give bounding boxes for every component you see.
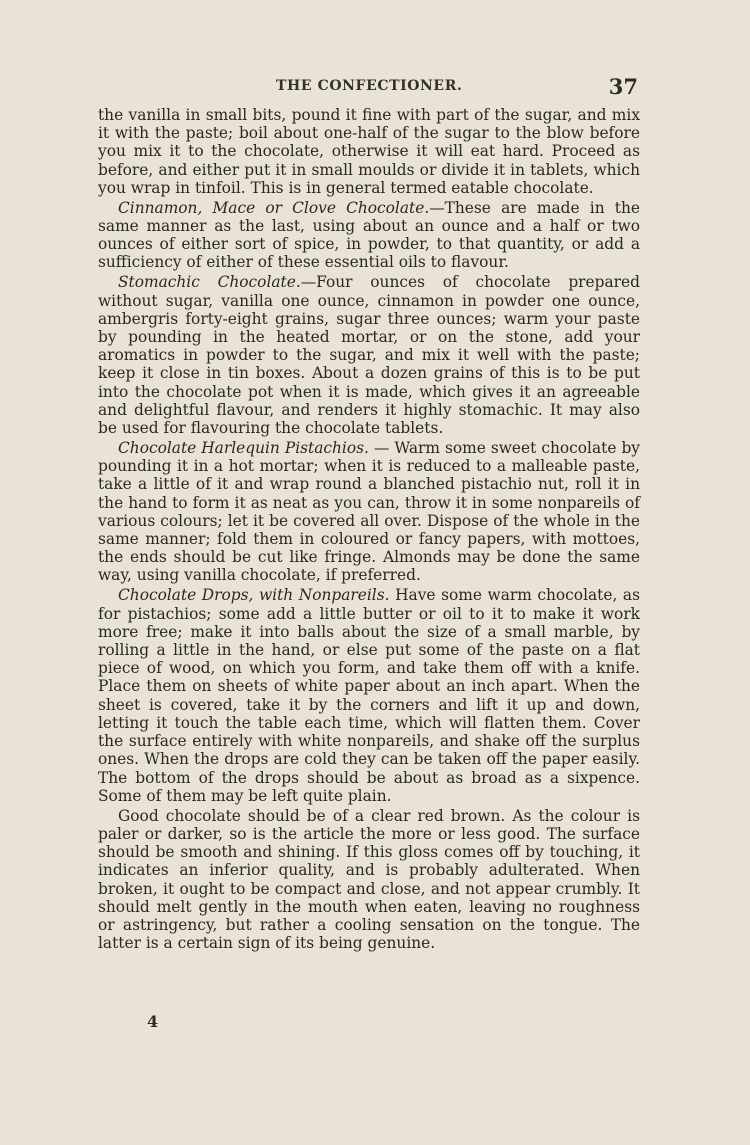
paragraph-text: Good chocolate should be of a clear red brown. As the colour is paler or darker, so is the article the more or less good. The surface should be smooth and shining. If this gloss comes off by touching, it indicates an inferior quality, and is probably adulterated. When broken, it ought to be compact and close, and not appear crumbly. It should melt gently in the mouth when eaten, leaving no roughness or astringency, but rather a cooling sensation on the tongue. The latter is a certain sign of its being genuine. bbox=[98, 806, 640, 953]
paragraph-good-chocolate bbox=[98, 807, 640, 953]
paragraph-text: Have some warm chocolate, as for pistachios; some add a little butter or oil to it to make it work more free; make it into balls about the size of a small marble, by rolling a little in the hand, or else put some of the paste on a flat piece of wood, on which you form, and take them off with a knife. Place them on sheets of white paper about an inch apart. When the sheet is covered, take it by the corners and lift it up and down, letting it touch the table each time, which will flatten them. Cover the surface entirely with white nonpareils, and shake off the surplus ones. When the drops are cold they can be taken off the paper easily. The bottom of the drops should be about as broad as a sixpence. Some of them may be left quite plain. bbox=[98, 586, 640, 805]
paragraph-stomachic-chocolate bbox=[98, 273, 640, 437]
paragraph-continued bbox=[98, 106, 640, 197]
paragraph-text: — Warm some sweet chocolate by pounding it in a hot mortar; when it is reduced to a malleable paste, take a little of it and wrap round a blanched pistachio nut, roll it in the hand to form it as neat as you can, throw it in some nonpareils of various colours; let it be covered all over. Dispose of the whole in the same manner; fold them in coloured or fancy papers, with mottoes, the ends should be cut like fringe. Almonds may be done the same way, using vanilla chocolate, if preferred. bbox=[98, 439, 640, 585]
signature-mark: 4 bbox=[147, 1012, 159, 1031]
page-number: 37 bbox=[608, 74, 638, 99]
paragraph-harlequin-pistachios bbox=[98, 439, 640, 585]
paragraph-chocolate-drops bbox=[98, 586, 640, 804]
paragraph-text: —These are made in the same manner as the last, using about an ounce and a half or two ounces of either sort of spice, in powder, to that quantity, or add a sufficiency of either of these essential oils to flavour. bbox=[98, 198, 640, 272]
page-body bbox=[98, 106, 640, 954]
paragraph-cinnamon-chocolate bbox=[98, 199, 640, 272]
recipe-heading: Chocolate Drops, with Nonpareils. bbox=[118, 586, 390, 605]
running-head bbox=[98, 76, 640, 100]
paragraph-text: the vanilla in small bits, pound it fine with part of the sugar, and mix it with the paste; boil about one-half of the sugar to the blow before you mix it to the chocolate, otherwise it will eat hard. Proceed as before, and either put it in small moulds or divide it in tablets, which you wrap in tinfoil. This is in general termed eatable chocolate. bbox=[98, 106, 640, 197]
recipe-heading: Stomachic Chocolate. bbox=[118, 273, 301, 292]
paragraph-text: —Four ounces of chocolate prepared without sugar, vanilla one ounce, cinnamon in powder one ounce, ambergris forty-eight grains, sugar three ounces; warm your paste by pounding in the heated mortar, or on the stone, add your aromatics in powder to the sugar, and mix it well with the paste; keep it close in tin boxes. About a dozen grains of this is to be put into the chocolate pot when it is made, which gives it an agreeable and delightful flavour, and renders it highly stomachic. It may also be used for flavouring the chocolate tablets. bbox=[98, 273, 640, 438]
running-title: THE CONFECTIONER. bbox=[276, 78, 463, 94]
recipe-heading: Chocolate Harlequin Pistachios. bbox=[118, 439, 369, 458]
recipe-heading: Cinnamon, Mace or Clove Chocolate. bbox=[118, 198, 430, 217]
